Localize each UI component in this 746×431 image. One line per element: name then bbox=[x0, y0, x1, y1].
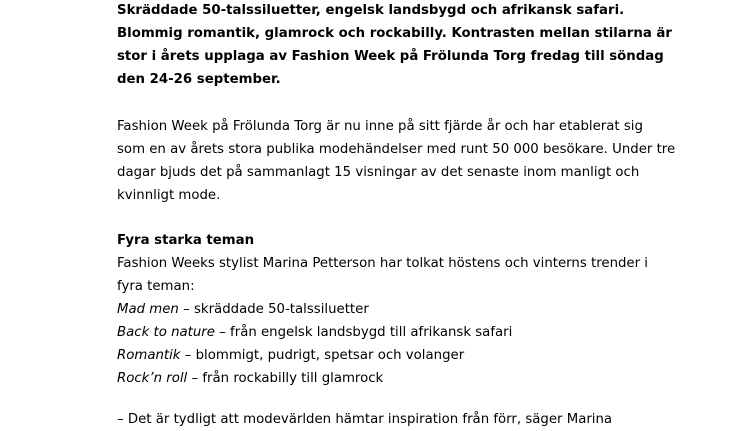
theme-desc: – blommigt, pudrigt, spetsar och volanger bbox=[180, 348, 465, 363]
theme-desc: – skräddade 50-talssiluetter bbox=[178, 302, 369, 317]
theme-item bbox=[117, 344, 464, 367]
document-page bbox=[117, 0, 742, 427]
section-heading: Fyra starka teman bbox=[117, 233, 255, 248]
theme-name: Back to nature bbox=[117, 325, 215, 340]
intro-line-2: Blommig romantik, glamrock och rockabilly. Kontrasten mellan stilarna är bbox=[117, 26, 672, 41]
theme-name: Romantik bbox=[117, 348, 181, 363]
section-line-2: fyra teman: bbox=[117, 279, 195, 294]
body-line-4: kvinnligt mode. bbox=[117, 188, 221, 203]
body-line-1: Fashion Week på Frölunda Torg är nu inne på sitt fjärde år och har etablerat sig bbox=[117, 119, 643, 134]
section-line-1: Fashion Weeks stylist Marina Petterson har tolkat höstens och vinterns trender i bbox=[117, 256, 649, 271]
theme-name: Rock’n roll bbox=[117, 371, 188, 386]
theme-item bbox=[117, 321, 512, 344]
theme-desc: – från rockabilly till glamrock bbox=[187, 371, 384, 386]
body-line-2: som en av årets stora publika modehändelser med runt 50 000 besökare. Under tre bbox=[117, 142, 676, 157]
theme-name: Mad men bbox=[117, 302, 179, 317]
theme-item bbox=[117, 298, 369, 321]
body-line-3: dagar bjuds det på sammanlagt 15 visningar av det senaste inom manligt och bbox=[117, 165, 640, 180]
intro-line-1: Skräddade 50-talssiluetter, engelsk landsbygd och afrikansk safari. bbox=[117, 3, 625, 18]
cut-off-line: – Det är tydligt att modevärlden hämtar inspiration från förr, säger Marina bbox=[117, 412, 613, 427]
intro-line-4: den 24-26 september. bbox=[117, 72, 281, 87]
theme-item bbox=[117, 367, 383, 390]
intro-line-3: stor i årets upplaga av Fashion Week på Frölunda Torg fredag till söndag bbox=[117, 49, 664, 64]
theme-desc: – från engelsk landsbygd till afrikansk safari bbox=[214, 325, 513, 340]
